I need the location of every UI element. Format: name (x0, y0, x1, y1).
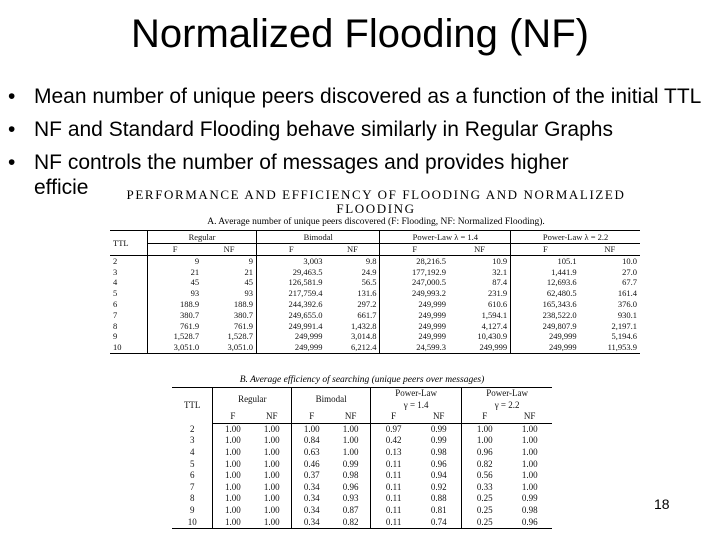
table-a-row (110, 299, 640, 310)
table-a-cell: 249,999 (257, 331, 326, 342)
table-b-cell: 0.98 (521, 504, 538, 515)
table-a-subheader: F (148, 244, 202, 256)
table-a-ttl-cell: 5 (113, 288, 118, 299)
table-b-cell: 1.00 (521, 458, 538, 469)
table-a-subheader: F (257, 244, 326, 256)
table-b-subheader: F (371, 411, 417, 423)
table-b-row (172, 447, 552, 459)
bullet-text: NF and Standard Flooding behave similarly in Regular Graphs (34, 118, 613, 141)
table-b-ttl-cell: 6 (189, 470, 195, 481)
table-b-cell: 1.00 (462, 423, 508, 435)
table-b-cell: 1.00 (213, 447, 252, 459)
table-b-cell: 1.00 (213, 459, 252, 471)
table-b-cell: 0.34 (292, 482, 331, 494)
table-b-cell: 0.11 (371, 470, 417, 482)
table-a-ttl-cell: 6 (113, 298, 118, 309)
table-b-cell: 0.11 (371, 493, 417, 505)
table-a-row (110, 255, 640, 266)
table-a-cell: 165,343.6 (511, 299, 580, 310)
table-b-ttl-cell: 8 (189, 493, 195, 504)
table-a-cell: 249,991.4 (257, 321, 326, 332)
table-a-cell: 45 (148, 277, 202, 288)
table-b-cell: 1.00 (521, 470, 538, 481)
table-b-caption: B. Average efficiency of searching (unique peers over messages) (239, 375, 485, 385)
table-a-subheader: NF (449, 244, 511, 256)
table-a-cell: 9.8 (365, 255, 377, 266)
table-a-cell: 188.9 (233, 298, 254, 309)
table-b-cell: 0.63 (292, 447, 331, 459)
table-b-body (172, 423, 552, 528)
table-b-cell: 1.00 (462, 435, 508, 447)
table-b-ttl-cell: 2 (189, 423, 195, 434)
table-a-ttl-cell: 7 (113, 309, 118, 320)
table-a (110, 230, 640, 354)
table-b-cell: 0.96 (507, 517, 552, 529)
table-b-subheader: F (462, 411, 508, 423)
table-a-cell: 249,999 (380, 321, 449, 332)
table-a-row (110, 310, 640, 321)
table-b-cell: 1.00 (252, 517, 291, 529)
table-b-lambda-1: γ = 1.4 (371, 400, 462, 412)
bullet-item (8, 84, 708, 109)
table-a-cell: 1,441.9 (511, 267, 580, 278)
table-b-cell: 0.25 (462, 517, 508, 529)
table-a-cell: 3,014.8 (350, 331, 377, 342)
table-a-cell: 380.7 (148, 310, 202, 321)
table-b-cell: 0.98 (430, 446, 447, 457)
table-b-ttl-cell: 4 (189, 446, 195, 457)
table-a-cell: 376.0 (617, 298, 637, 309)
table-b-cell: 0.99 (342, 458, 359, 469)
table-a-row (110, 321, 640, 332)
table-a-header-bimodal: Bimodal (257, 231, 380, 244)
table-a-cell: 249,999 (257, 342, 326, 353)
table-a-cell: 238,522.0 (511, 310, 580, 321)
table-a-cell: 188.9 (148, 299, 202, 310)
table-a-cell: 297.2 (357, 298, 377, 309)
table-b-row (172, 470, 552, 482)
table-b-cell: 0.11 (371, 505, 417, 517)
table-a-cell: 126,581.9 (257, 277, 326, 288)
table-b-cell: 1.00 (213, 505, 252, 517)
table-a-cell: 67.7 (622, 277, 637, 288)
table-a-cell: 27.0 (622, 266, 637, 277)
table-a-cell: 28,216.5 (380, 255, 449, 266)
table-b-cell: 0.33 (462, 482, 508, 494)
table-b-cell: 0.99 (521, 493, 538, 504)
slide-title: Normalized Flooding (NF) (131, 12, 589, 56)
table-b-figure (170, 373, 554, 539)
table-a-cell: 761.9 (148, 321, 202, 332)
table-a-cell: 3,051.0 (202, 342, 256, 353)
table-a-cell: 249,655.0 (257, 310, 326, 321)
table-b-cell: 1.00 (342, 423, 359, 434)
table-a-cell: 6,212.4 (326, 342, 380, 353)
table-a-subtitle: A. Average number of unique peers discovered (F: Flooding, NF: Normalized Flooding). (207, 217, 545, 227)
table-a-cell: 2,197.1 (611, 320, 637, 331)
table-a-subheader: NF (202, 244, 256, 256)
table-b-cell: 0.87 (342, 504, 359, 515)
table-a-cell: 93 (244, 288, 254, 299)
table-a-cell: 9 (248, 255, 254, 266)
table-b-cell: 0.82 (331, 517, 370, 529)
table-b (172, 387, 552, 529)
table-b-cell: 0.11 (371, 517, 417, 529)
table-b-row (172, 459, 552, 471)
table-b-cell: 0.98 (342, 470, 359, 481)
table-b-cell: 1.00 (213, 493, 252, 505)
table-b-cell: 0.34 (292, 517, 331, 529)
table-a-cell: 87.4 (492, 277, 508, 288)
table-b-cell: 1.00 (263, 470, 280, 481)
table-b-cell: 0.74 (416, 517, 462, 529)
table-b-row (172, 505, 552, 517)
table-a-subheader: F (380, 244, 449, 256)
table-a-cell: 247,000.5 (380, 277, 449, 288)
table-a-cell: 24,599.3 (380, 342, 449, 353)
table-b-lambda-2: γ = 2.2 (462, 400, 552, 412)
table-a-ttl-cell: 10 (110, 342, 148, 353)
table-b-cell: 0.84 (292, 435, 331, 447)
table-b-header-powerlaw-1: Power-Law (371, 388, 462, 400)
table-b-cell: 1.00 (213, 470, 252, 482)
table-b-cell: 0.99 (430, 435, 447, 446)
table-b-cell: 1.00 (263, 435, 280, 446)
table-b-cell: 0.11 (371, 482, 417, 494)
table-b-ttl-cell: 9 (189, 504, 195, 515)
table-a-cell: 10,430.9 (477, 331, 508, 342)
table-a-ttl-cell: 3 (113, 266, 118, 277)
table-b-cell: 0.94 (430, 470, 447, 481)
table-a-caption: PERFORMANCE AND EFFICIENCY OF FLOODING AND NORMALIZED FLOODING (126, 187, 626, 216)
table-b-cell: 0.81 (430, 504, 447, 515)
table-b-cell: 1.00 (521, 423, 538, 434)
table-b-cell: 0.11 (371, 459, 417, 471)
table-b-cell: 0.82 (462, 459, 508, 471)
table-a-header-powerlaw-1: Power-Law λ = 1.4 (380, 231, 511, 244)
table-b-header-regular: Regular (213, 388, 292, 412)
table-b-subheader: NF (416, 411, 462, 423)
table-a-cell: 610.6 (488, 298, 508, 309)
table-a-cell: 5,194.6 (611, 331, 637, 342)
table-a-header-regular: Regular (148, 231, 257, 244)
table-b-cell: 0.56 (462, 470, 508, 482)
table-a-cell: 21 (244, 266, 254, 277)
table-a-cell: 249,807.9 (511, 321, 580, 332)
table-a-cell: 10.0 (622, 255, 637, 266)
table-b-cell: 0.34 (292, 493, 331, 505)
table-a-cell: 930.1 (617, 309, 637, 320)
table-b-cell: 1.00 (521, 446, 538, 457)
table-b-subheader: NF (331, 411, 370, 423)
table-b-cell: 0.92 (430, 481, 447, 492)
table-b-row (172, 423, 552, 435)
table-a-subheader: NF (580, 244, 640, 256)
table-a-cell: 249,999 (380, 331, 449, 342)
table-b-cell: 1.00 (213, 482, 252, 494)
table-b-cell: 0.93 (342, 493, 359, 504)
table-b-cell: 0.88 (430, 493, 447, 504)
table-a-cell: 1,594.1 (481, 309, 508, 320)
table-b-cell: 0.37 (292, 470, 331, 482)
table-a-cell: 11,953.9 (580, 342, 640, 353)
table-a-cell: 761.9 (233, 320, 254, 331)
table-b-ttl-cell: 3 (189, 435, 195, 446)
table-b-row (172, 482, 552, 494)
table-a-cell: 4,127.4 (481, 320, 508, 331)
table-a-cell: 9 (148, 255, 202, 266)
table-b-cell: 0.25 (462, 493, 508, 505)
table-a-cell: 3,051.0 (148, 342, 202, 353)
table-a-ttl-cell: 2 (113, 255, 118, 266)
table-b-cell: 0.25 (462, 505, 508, 517)
table-b-header-powerlaw-2: Power-Law (462, 388, 552, 400)
table-a-cell: 244,392.6 (257, 299, 326, 310)
table-a-ttl-cell: 9 (113, 331, 118, 342)
table-a-header-ttl: TTL (110, 231, 148, 256)
table-b-cell: 0.46 (292, 459, 331, 471)
table-a-cell: 249,999 (380, 310, 449, 321)
table-b-ttl-cell: 5 (189, 458, 195, 469)
table-b-cell: 1.00 (213, 517, 252, 529)
table-a-cell: 45 (244, 277, 254, 288)
table-b-cell: 1.00 (263, 493, 280, 504)
table-b-header-bimodal: Bimodal (292, 388, 371, 412)
table-a-cell: 249,993.2 (380, 288, 449, 299)
table-a-cell: 93 (148, 288, 202, 299)
table-b-cell: 1.00 (263, 458, 280, 469)
table-b-cell: 1.00 (521, 435, 538, 446)
table-a-ttl-cell: 4 (113, 277, 118, 288)
table-a-cell: 1,432.8 (350, 320, 377, 331)
bullet-text-truncated: efficie (34, 176, 89, 199)
table-b-cell: 1.00 (213, 423, 252, 435)
table-a-cell: 217,759.4 (257, 288, 326, 299)
table-a-figure (96, 188, 656, 366)
table-a-cell: 21 (148, 267, 202, 278)
table-a-cell: 3,003 (257, 255, 326, 266)
table-a-subheader: F (511, 244, 580, 256)
table-b-cell: 1.00 (213, 435, 252, 447)
table-a-cell: 1,528.7 (227, 331, 254, 342)
table-a-cell: 10.9 (492, 255, 508, 266)
table-a-row (110, 342, 640, 353)
table-a-cell: 249,999 (380, 299, 449, 310)
bullet-text: Mean number of unique peers discovered as a function of the initial TTL (34, 85, 702, 108)
table-b-subheader: NF (507, 411, 552, 423)
table-a-cell: 249,999 (511, 331, 580, 342)
page-number: 18 (654, 496, 670, 512)
table-a-cell: 249,999 (449, 342, 511, 353)
table-a-header-powerlaw-2: Power-Law λ = 2.2 (511, 231, 640, 244)
table-b-cell: 0.99 (430, 423, 447, 434)
table-b-row (172, 517, 552, 529)
table-b-cell: 1.00 (263, 481, 280, 492)
table-a-cell: 131.6 (357, 288, 377, 299)
table-b-header-ttl: TTL (172, 388, 213, 424)
table-a-cell: 12,693.6 (511, 277, 580, 288)
table-b-ttl-cell: 7 (189, 481, 195, 492)
table-a-subheader: NF (326, 244, 380, 256)
table-b-cell: 1.00 (263, 504, 280, 515)
table-b-cell: 1.00 (521, 481, 538, 492)
table-a-cell: 56.5 (361, 277, 377, 288)
table-b-row (172, 493, 552, 505)
table-b-ttl-cell: 10 (172, 517, 213, 529)
table-b-cell: 1.00 (263, 423, 280, 434)
table-b-cell: 1.00 (342, 446, 359, 457)
table-a-row (110, 331, 640, 342)
table-b-cell: 0.34 (292, 505, 331, 517)
table-a-cell: 661.7 (357, 309, 377, 320)
table-b-cell: 1.00 (292, 423, 331, 435)
table-a-cell: 249,999 (511, 342, 580, 353)
table-a-cell: 29,463.5 (257, 267, 326, 278)
table-b-subheader: NF (252, 411, 291, 423)
table-a-row (110, 267, 640, 278)
table-a-cell: 32.1 (492, 266, 508, 277)
table-a-cell: 1,528.7 (148, 331, 202, 342)
table-a-cell: 24.9 (361, 266, 377, 277)
table-b-cell: 0.13 (371, 447, 417, 459)
table-a-row (110, 288, 640, 299)
table-b-cell: 0.96 (342, 481, 359, 492)
table-a-row (110, 277, 640, 288)
table-a-ttl-cell: 8 (113, 320, 118, 331)
table-b-cell: 1.00 (263, 446, 280, 457)
table-b-subheader: F (213, 411, 252, 423)
table-b-cell: 1.00 (342, 435, 359, 446)
table-a-cell: 231.9 (488, 288, 508, 299)
table-b-cell: 0.96 (430, 458, 447, 469)
table-b-cell: 0.42 (371, 435, 417, 447)
table-a-cell: 380.7 (233, 309, 254, 320)
table-a-cell: 62,480.5 (511, 288, 580, 299)
table-b-cell: 0.96 (462, 447, 508, 459)
table-b-row (172, 435, 552, 447)
table-b-subheader: F (292, 411, 331, 423)
table-a-cell: 105.1 (511, 255, 580, 266)
table-a-cell: 161.4 (617, 288, 637, 299)
bullet-item (8, 117, 708, 142)
bullet-text: NF controls the number of messages and provides higher (34, 151, 569, 174)
table-b-cell: 0.97 (371, 423, 417, 435)
table-a-cell: 177,192.9 (380, 267, 449, 278)
table-a-body (110, 255, 640, 353)
